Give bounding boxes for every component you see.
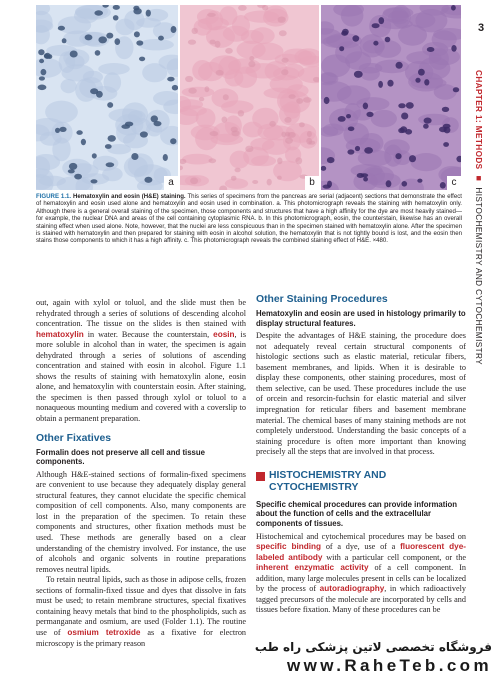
nucleus-shape — [98, 36, 107, 43]
cell-shape — [139, 39, 174, 50]
store-url: www.RaheTeb.com — [287, 656, 492, 675]
nucleus-shape — [167, 77, 174, 82]
nucleus-shape — [352, 35, 359, 41]
nucleus-shape — [338, 116, 346, 122]
micrograph-b — [180, 5, 319, 190]
nucleus-shape — [406, 102, 414, 109]
cell-shape — [371, 110, 397, 127]
text-run: of a cell component. In addition, many large molecules present in cells can be localized by the process of — [256, 563, 467, 594]
nucleus-shape — [190, 178, 198, 185]
nucleus-shape — [171, 26, 177, 33]
nucleus-shape — [185, 76, 193, 82]
nucleus-shape — [231, 127, 238, 133]
nucleus-shape — [327, 157, 335, 163]
nucleus-shape — [427, 47, 435, 52]
cell-shape — [410, 153, 441, 171]
nucleus-shape — [277, 158, 282, 165]
nucleus-shape — [90, 88, 98, 94]
nucleus-shape — [222, 117, 228, 123]
nucleus-shape — [139, 57, 145, 62]
nucleus-shape — [440, 182, 446, 189]
panel-label-b: b — [305, 176, 319, 190]
panel-label-a: a — [164, 176, 178, 190]
nucleus-shape — [238, 5, 247, 11]
red-square-icon — [256, 472, 265, 481]
cell-shape — [225, 178, 248, 189]
nucleus-shape — [269, 121, 276, 127]
term-osmium-tetroxide: osmium tetroxide — [67, 627, 141, 637]
nucleus-shape — [133, 8, 141, 14]
figure-caption — [36, 193, 462, 245]
term-autoradiography: autoradiography — [319, 584, 385, 594]
nucleus-shape — [443, 124, 451, 129]
nucleus-shape — [277, 176, 282, 180]
figure-panel-a — [36, 5, 178, 190]
nucleus-shape — [453, 87, 459, 92]
nucleus-shape — [238, 110, 244, 116]
nucleus-shape — [108, 135, 116, 142]
cell-shape — [298, 51, 317, 65]
term-hematoxylin: hematoxylin — [36, 329, 84, 339]
nucleus-shape — [285, 137, 293, 143]
nucleus-shape — [418, 69, 425, 76]
nucleus-shape — [163, 154, 168, 161]
nucleus-shape — [249, 56, 254, 61]
cell-shape — [388, 11, 409, 25]
nucleus-shape — [306, 138, 312, 145]
nucleus-shape — [248, 61, 255, 67]
nucleus-shape — [113, 5, 120, 10]
watermark-footer — [250, 638, 500, 700]
nucleus-shape — [70, 51, 78, 58]
nucleus-shape — [424, 79, 429, 85]
nucleus-shape — [347, 149, 354, 154]
cell-shape — [116, 19, 135, 36]
nucleus-shape — [443, 142, 449, 147]
nucleus-shape — [146, 10, 151, 17]
nucleus-shape — [357, 173, 364, 178]
nucleus-shape — [364, 147, 373, 154]
nucleus-shape — [144, 177, 152, 183]
heading-other-fixatives: Other Fixatives — [36, 432, 112, 444]
nucleus-shape — [38, 85, 47, 91]
nucleus-shape — [39, 76, 45, 80]
lead-sentence-histochemistry: Specific chemical procedures can provide information about the function of cells and the extracellular components of tissues. — [256, 499, 458, 528]
nucleus-shape — [401, 113, 408, 120]
nucleus-shape — [289, 94, 296, 99]
nucleus-shape — [281, 69, 288, 75]
heading-histochemistry — [256, 470, 466, 494]
nucleus-shape — [415, 78, 420, 83]
nucleus-shape — [55, 128, 60, 133]
section-title: HISTOCHEMISTRY AND CYTOCHEMISTRY — [474, 187, 483, 366]
nucleus-shape — [417, 179, 422, 183]
figure-title: Hematoxylin and eosin (H&E) staining. — [73, 193, 186, 200]
nucleus-shape — [409, 155, 416, 162]
nucleus-shape — [341, 31, 348, 36]
nucleus-shape — [115, 38, 121, 45]
nucleus-shape — [327, 181, 332, 188]
panel-label-c: c — [447, 176, 461, 190]
nucleus-shape — [279, 30, 287, 36]
nucleus-shape — [324, 97, 330, 104]
term-specific-binding: specific binding — [256, 542, 322, 552]
nucleus-shape — [188, 88, 196, 94]
nucleus-shape — [355, 146, 360, 151]
paragraph: Although H&E-stained sections of formalin-fixed specimens are convenient to use because they adequately display general structural features, they cannot elucidate the specific chemical composition of cell components. Also, many components are lost in the preparation of the specimen. To retain these components and structures, other fixation methods must be used. These methods are generally based on a clear understanding of the chemistry involved. For instance, the use of alcohols and organic solvents in routine preparations removes neutral lipids. — [36, 469, 246, 574]
paragraph: Despite the advantages of H&E staining, the procedure does not adequately reveal certain structural components of histologic sections such as elastic material, reticular fibers, basement membranes, and lipids. When it is desirable to display these components, other staining procedures, most of them selective, can be used. These procedures include the use of orcein and resorcin-fuchsin for elastic material and silver impregnation for reticular fibers and basement membrane material. The chemical bases of many staining methods are not completely understood. Understanding the basic concepts of a staining procedure is often more important than knowing precisely all the steps that are involved in that process. — [256, 331, 466, 457]
nucleus-shape — [282, 58, 289, 63]
nucleus-shape — [113, 15, 119, 20]
nucleus-shape — [205, 86, 210, 92]
nucleus-shape — [92, 153, 97, 158]
heading-other-staining: Other Staining Procedures — [256, 294, 388, 305]
nucleus-shape — [398, 103, 405, 108]
cell-shape — [241, 30, 264, 44]
micrograph-c — [321, 5, 461, 190]
nucleus-shape — [363, 103, 368, 110]
term-fluorescent-antibody: fluorescent dye-labeled antibody — [256, 542, 467, 562]
nucleus-shape — [354, 71, 363, 78]
nucleus-shape — [192, 28, 198, 34]
text-run: Histochemical and cytochemical procedures may be based on — [256, 531, 466, 541]
nucleus-shape — [295, 157, 302, 164]
nucleus-shape — [209, 158, 217, 163]
text-run: of a dye, use of a — [325, 542, 396, 552]
cell-shape — [221, 100, 254, 113]
nucleus-shape — [107, 102, 113, 108]
nucleus-shape — [303, 97, 312, 103]
nucleus-shape — [59, 127, 66, 132]
nucleus-shape — [379, 17, 385, 24]
cell-shape — [98, 63, 130, 75]
nucleus-shape — [210, 131, 219, 136]
text-run: out, again with xylol or toluol, and the slide must then be rehydrated through a series of solutions of descending alcohol concentration. The tissue on the slides is then stained with — [36, 298, 246, 329]
nucleus-shape — [278, 17, 286, 23]
text-run: in water. Because the counterstain, — [87, 329, 210, 339]
cell-shape — [197, 9, 219, 24]
nucleus-shape — [296, 98, 303, 104]
nucleus-shape — [76, 130, 82, 135]
nucleus-shape — [387, 80, 393, 87]
cell-shape — [225, 69, 244, 87]
nucleus-shape — [95, 50, 101, 56]
text-run: as a fixative for electron microscopy is the primary reason — [36, 627, 247, 648]
nucleus-shape — [74, 174, 82, 180]
store-name: فروشگاه تخصصی لاتین پزشکی راه طب — [254, 640, 492, 654]
nucleus-shape — [267, 179, 272, 186]
nucleus-shape — [134, 31, 140, 37]
lead-sentence-staining: Hematoxylin and eosin are used in histology primarily to display structural features. — [256, 309, 466, 328]
nucleus-shape — [442, 107, 449, 112]
nucleus-shape — [307, 131, 312, 137]
nucleus-shape — [62, 38, 67, 43]
nucleus-shape — [131, 153, 138, 160]
cell-shape — [345, 51, 371, 70]
nucleus-shape — [125, 122, 133, 127]
running-head — [474, 70, 484, 365]
caption-body: This series of specimens from the pancreas are serial (adjacent) sections that demonstrate the effect of hematoxylin and eosin used alone and hematoxylin and eosin used in combination. a. This photomicrograph reveals the staining with hematoxylin only. Although there is a general overall staining of the specimen, those components and structures that have a high affinity for the dye are most heavily stained—for example, the nuclear DNA and areas of the cell containing cytoplasmic RNA. b. In this photomicrograph, eosin, the counterstain, likewise has an overall staining effect when used alone. Note, however, that the nuclei are less conspicuous than in the specimen stained with hematoxylin alone. After the specimen is stained with hematoxylin and then prepared for staining with eosin in alcohol solution, the hematoxylin that is not tightly bound is lost, and the eosin then stains those components to which it has a high affinity. c. This photomicrograph reveals the combined staining effect of H&E. ×480. — [36, 193, 463, 245]
nucleus-shape — [81, 139, 86, 145]
nucleus-shape — [346, 114, 351, 118]
figure-panel-c — [321, 5, 461, 190]
figure-label: FIGURE 1.1. — [36, 193, 72, 200]
nucleus-shape — [215, 41, 221, 48]
nucleus-shape — [85, 34, 93, 40]
nucleus-shape — [396, 62, 403, 69]
nucleus-shape — [235, 168, 241, 173]
cell-shape — [284, 101, 301, 118]
square-bullet-icon: ■ — [474, 175, 484, 182]
nucleus-shape — [94, 10, 103, 15]
nucleus-shape — [158, 36, 164, 41]
nucleus-shape — [216, 70, 224, 76]
nucleus-shape — [170, 138, 176, 144]
nucleus-shape — [136, 40, 143, 45]
nucleus-shape — [172, 85, 178, 91]
figure-panel-b — [180, 5, 319, 190]
nucleus-shape — [386, 180, 392, 187]
cell-shape — [434, 84, 457, 100]
nucleus-shape — [385, 37, 391, 43]
nucleus-shape — [245, 146, 253, 152]
cell-shape — [182, 154, 213, 165]
nucleus-shape — [339, 46, 344, 51]
term-enzymatic-activity: inherent enzymatic activity — [256, 563, 369, 573]
nucleus-shape — [299, 122, 305, 127]
nucleus-shape — [424, 118, 432, 124]
nucleus-shape — [281, 132, 286, 138]
cell-shape — [182, 87, 215, 98]
text-run: To retain neutral lipids, such as those in adipose cells, frozen sections of formalin-fixed tissue and dyes that dissolve in fats must be used; to retain membrane structures, special fixatives containing heavy metals that bind to the phospholipids, such as permanganate and osmium, are used (Folder 1.1). The routine use of — [36, 575, 246, 637]
nucleus-shape — [91, 179, 98, 183]
cell-shape — [58, 16, 91, 34]
nucleus-shape — [223, 94, 229, 100]
heading-line: HISTOCHEMISTRY AND — [269, 469, 387, 481]
nucleus-shape — [284, 117, 291, 123]
text-run: , is more soluble in alcohol than in water, the specimen is again dehydrated through a series of solutions of ascending concentration and stained with eosin in alcohol. Figure 1.1 shows the results of staining with hematoxylin alone, eosin alone, and hematoxylin with counterstain eosin. After staining, the specimen is then passed through xylol or toluol to a nonaqueous mounting medium and covered with a coverslip to obtain a permanent preparation. — [36, 329, 247, 424]
paragraph — [256, 532, 466, 616]
nucleus-shape — [348, 127, 355, 132]
nucleus-shape — [451, 5, 456, 11]
right-column — [256, 294, 467, 616]
page-number: 3 — [478, 22, 485, 34]
cell-shape — [142, 63, 167, 82]
nucleus-shape — [44, 53, 51, 59]
nucleus-shape — [38, 49, 44, 55]
nucleus-shape — [373, 41, 378, 46]
cell-shape — [415, 9, 447, 32]
nucleus-shape — [378, 81, 383, 88]
nucleus-shape — [140, 131, 148, 137]
term-eosin: eosin — [213, 329, 235, 339]
nucleus-shape — [41, 69, 47, 75]
nucleus-shape — [225, 48, 233, 54]
nucleus-shape — [372, 23, 380, 28]
heading-line: CYTOCHEMISTRY — [269, 481, 359, 493]
nucleus-shape — [231, 176, 237, 181]
left-column — [36, 298, 246, 649]
cell-shape — [75, 5, 108, 19]
nucleus-shape — [151, 115, 158, 122]
nucleus-shape — [252, 180, 258, 184]
cell-shape — [230, 151, 250, 169]
nucleus-shape — [106, 162, 115, 167]
paragraph — [36, 298, 246, 425]
lead-sentence-fixatives: Formalin does not preserve all cell and tissue components. — [36, 447, 205, 467]
nucleus-shape — [402, 181, 408, 187]
nucleus-shape — [69, 163, 77, 170]
cell-shape — [341, 5, 364, 27]
nucleus-shape — [58, 26, 65, 31]
paragraph — [36, 575, 246, 649]
micrograph-a — [36, 5, 178, 190]
nucleus-shape — [366, 112, 373, 117]
nucleus-shape — [451, 45, 456, 52]
nucleus-shape — [207, 13, 216, 17]
nucleus-shape — [106, 33, 113, 39]
nucleus-shape — [105, 144, 112, 149]
nucleus-shape — [188, 40, 196, 45]
nucleus-shape — [363, 177, 368, 182]
cell-shape — [102, 167, 123, 181]
nucleus-shape — [39, 59, 44, 63]
nucleus-shape — [199, 97, 204, 101]
nucleus-shape — [400, 126, 407, 133]
text-run: with a particular cell component, or the — [326, 552, 466, 562]
nucleus-shape — [395, 153, 401, 159]
chapter-title: CHAPTER 1: METHODS — [474, 70, 483, 170]
text-run: , in which radioactively tagged precursors of the molecule are incorporated by cells and tissues before fixation. Many of these procedures can be — [256, 584, 466, 615]
nucleus-shape — [423, 124, 429, 129]
